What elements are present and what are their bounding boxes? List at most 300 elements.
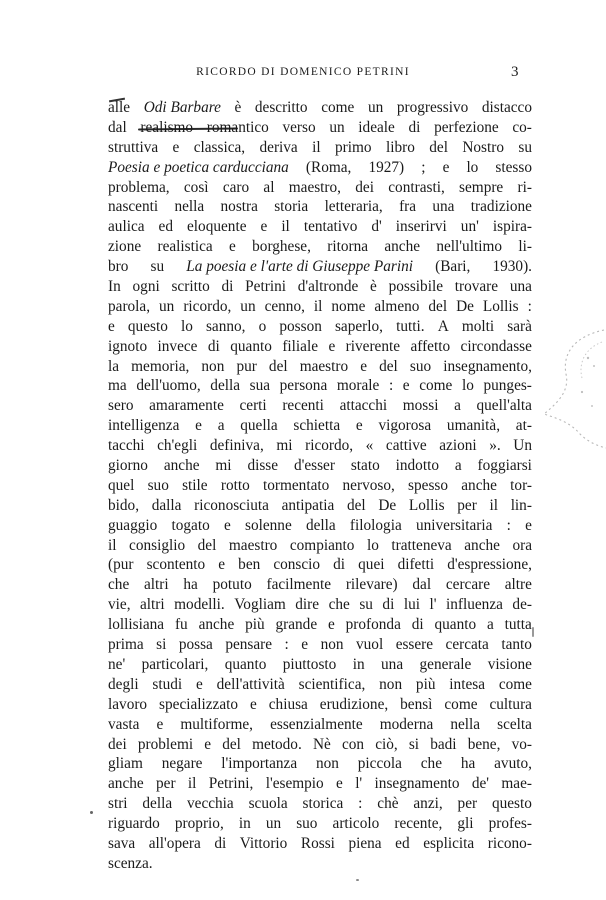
word: negare <box>161 755 203 773</box>
word: proprio, <box>174 815 224 833</box>
word: indotto <box>395 457 439 475</box>
word: universitaria <box>415 516 493 534</box>
word: memoria, <box>131 357 190 375</box>
word: e <box>250 695 257 713</box>
word: nella <box>174 198 205 216</box>
word: Lollis <box>408 496 445 514</box>
word: anche <box>198 616 235 634</box>
word: alle <box>108 99 131 116</box>
word: in <box>238 815 251 833</box>
text-line <box>108 436 532 456</box>
word: conscio <box>273 556 321 574</box>
word: anche <box>108 775 144 793</box>
word: fu <box>174 616 188 634</box>
word: dal <box>412 576 432 594</box>
word: punges- <box>483 377 532 395</box>
text-line <box>108 854 532 874</box>
word: dal <box>108 118 127 136</box>
word: giorno <box>108 457 148 475</box>
word: realistica <box>157 238 213 256</box>
word: ma <box>108 377 127 395</box>
word: lollisiana <box>108 616 165 634</box>
text-line <box>108 635 532 655</box>
word: rilevare) <box>345 576 398 594</box>
word: suo <box>409 357 432 375</box>
word: su <box>150 258 165 276</box>
word: insegnamento, <box>443 357 532 375</box>
word: una <box>381 655 404 673</box>
word: riconosciuta <box>194 496 269 514</box>
word: nome <box>331 297 366 315</box>
word: e <box>260 218 268 236</box>
word: scritto <box>171 278 210 296</box>
word: ri- <box>517 178 532 196</box>
word: si <box>156 636 167 654</box>
word: vie, <box>108 596 131 614</box>
word: e <box>204 735 212 753</box>
word: li- <box>518 238 532 256</box>
text-line <box>108 376 532 396</box>
word: chiusa <box>268 695 308 713</box>
word: 1930). <box>492 258 532 276</box>
word: ispira- <box>492 218 532 236</box>
word: definiva, <box>209 437 264 455</box>
word: mi <box>215 457 232 475</box>
word: essenzialmente <box>270 715 363 733</box>
word: romantico <box>206 118 269 136</box>
word: caro <box>222 178 250 196</box>
word: zione <box>108 238 142 256</box>
word: Nostro <box>462 138 504 156</box>
word: l'importanza <box>221 755 298 773</box>
word: lo <box>466 158 479 176</box>
word: di <box>207 337 220 355</box>
word: chè <box>377 795 399 813</box>
word: un <box>265 815 282 833</box>
word: non <box>320 636 344 654</box>
word: in <box>352 655 365 673</box>
word: (pur <box>108 556 134 574</box>
word: un <box>240 297 256 315</box>
word: l'esempio <box>265 775 324 793</box>
word: ricordo, <box>183 297 232 315</box>
word: umanità, <box>446 417 501 435</box>
word: contrasti, <box>388 178 445 196</box>
word: ne' <box>108 655 126 673</box>
word: scenza. <box>108 854 153 872</box>
word: il <box>313 297 323 315</box>
word: ritorna <box>327 238 369 256</box>
word: La poesia e l'arte di Giuseppe Parini <box>186 258 413 276</box>
word: cercata <box>445 636 489 654</box>
word: metodo. <box>252 735 302 753</box>
word: influenza <box>446 596 503 614</box>
word: Nè <box>312 735 331 753</box>
word: di <box>333 556 346 574</box>
word: perfezione <box>434 118 499 136</box>
word: distacco <box>481 99 532 116</box>
word: specializzato <box>159 695 239 713</box>
word: l' <box>355 775 363 793</box>
word: possa <box>178 636 213 654</box>
word: studi <box>152 675 183 693</box>
word: struttiva <box>108 138 159 156</box>
word: disse <box>247 457 279 475</box>
word: e <box>195 417 202 435</box>
word: sero <box>108 397 134 415</box>
word: che <box>328 596 350 614</box>
word: inserirvi <box>395 218 447 236</box>
word: del <box>428 297 448 315</box>
word: possibile <box>388 278 443 296</box>
text-line <box>108 416 532 436</box>
word: ricono- <box>487 834 532 852</box>
page-header <box>0 64 606 86</box>
word: lo <box>366 536 379 554</box>
word: anche <box>384 238 421 256</box>
word: riverente <box>345 337 401 355</box>
word: bro <box>108 258 129 276</box>
word: piccola <box>357 755 402 773</box>
text-line <box>108 297 532 317</box>
word: eloquente <box>187 218 247 236</box>
text-line <box>108 595 532 615</box>
word: cenno, <box>264 297 305 315</box>
word: e <box>355 417 363 435</box>
word: almeno <box>374 297 420 315</box>
word: Vogliam <box>234 596 286 614</box>
word: mi <box>276 437 293 455</box>
word: prima <box>108 636 144 654</box>
word: stri <box>108 795 128 813</box>
word: questo <box>127 317 168 335</box>
word: azioni <box>439 437 477 455</box>
word: e <box>402 377 410 395</box>
word: fra <box>399 198 417 216</box>
word: Lollis <box>482 297 519 315</box>
word: dei <box>355 178 374 196</box>
word: piena <box>348 834 382 852</box>
page-number: 3 <box>511 64 519 80</box>
word: ». <box>489 437 501 455</box>
text-line <box>108 516 532 536</box>
word: ha <box>183 576 198 594</box>
word: trovare <box>454 278 499 296</box>
word: nell'ultimo <box>436 238 502 256</box>
word: de- <box>512 596 532 614</box>
word: del <box>429 138 448 156</box>
word: particolari, <box>141 655 209 673</box>
text-line <box>108 197 532 217</box>
text-line <box>108 754 532 774</box>
word: letteraria, <box>324 198 383 216</box>
word: anche <box>461 476 497 494</box>
word: deriva <box>259 138 298 156</box>
text-line <box>108 735 532 755</box>
word: bido, <box>108 496 140 514</box>
word: non <box>379 675 403 693</box>
word: di <box>411 616 424 634</box>
text-line <box>108 98 532 118</box>
word: all'opera <box>148 834 201 852</box>
word: piuttosto <box>282 655 337 673</box>
text-line <box>108 178 532 198</box>
word: 1927) <box>368 158 405 176</box>
word: consiglio <box>129 536 186 554</box>
word: su <box>359 596 373 614</box>
word: badi <box>430 735 457 753</box>
word: vo- <box>511 735 532 753</box>
word: che <box>420 755 442 773</box>
word: sanno, <box>205 317 246 335</box>
text-line <box>108 138 532 158</box>
word: il <box>187 775 197 793</box>
word: persona <box>279 377 328 395</box>
word: scelta <box>497 715 532 733</box>
word: quanto <box>224 655 267 673</box>
text-line <box>108 555 532 575</box>
word: sempre <box>459 178 504 196</box>
word: con <box>341 735 365 753</box>
text-line <box>108 158 532 178</box>
word: affetto <box>410 337 451 355</box>
word: e <box>360 357 368 375</box>
word: nostra <box>220 198 258 216</box>
word: e <box>336 775 343 793</box>
word: più <box>415 675 436 693</box>
word: ; <box>421 158 426 176</box>
text-line <box>108 834 532 854</box>
word: a <box>454 397 461 415</box>
word: si <box>408 735 420 753</box>
word: modelli. <box>174 596 225 614</box>
word: maestro, <box>288 178 341 196</box>
text-line <box>108 715 532 735</box>
word: compianto <box>289 536 355 554</box>
text-line <box>108 237 532 257</box>
word: quei <box>358 556 385 574</box>
word: mae- <box>501 775 532 793</box>
word: come <box>498 675 532 693</box>
word: Poesia e poetica carducciana <box>108 158 289 176</box>
word: amaramente <box>149 397 224 415</box>
text-line <box>108 257 532 277</box>
word: scontento <box>146 556 206 574</box>
word: borghese, <box>252 238 311 256</box>
word: dalla <box>151 496 182 514</box>
word: Petrini <box>245 278 286 296</box>
word: classica, <box>193 138 246 156</box>
word: una <box>509 278 532 296</box>
word: il <box>312 138 321 156</box>
word: come <box>321 99 355 116</box>
word: invece <box>157 337 198 355</box>
word: e <box>442 158 450 176</box>
word: Un <box>513 437 532 455</box>
word: Rossi <box>300 834 335 852</box>
word: anche <box>464 536 500 554</box>
word: storia <box>274 198 309 216</box>
word: tacchi <box>108 437 145 455</box>
word: del <box>222 735 241 753</box>
text-line <box>108 476 532 496</box>
text-line <box>108 615 532 635</box>
word: e <box>327 616 335 634</box>
word: at- <box>515 417 532 435</box>
word: degli <box>108 675 139 693</box>
word: gliam <box>108 755 143 773</box>
paper-speck <box>532 627 534 637</box>
word: esplicita <box>423 834 475 852</box>
text-line <box>108 357 532 377</box>
word: scuola <box>248 795 288 813</box>
word: di <box>214 834 227 852</box>
word: e <box>156 715 164 733</box>
word: problemi <box>137 735 194 753</box>
word: stile <box>182 476 208 494</box>
word: tutta <box>504 616 532 634</box>
word: aulica <box>108 218 145 236</box>
word: nervoso, <box>342 476 395 494</box>
word: de' <box>471 775 490 793</box>
word: quel <box>108 476 135 494</box>
text-line <box>108 536 532 556</box>
word: grande <box>275 616 318 634</box>
word: maestro <box>299 357 349 375</box>
word: : <box>358 795 363 813</box>
word: recente, <box>394 815 443 833</box>
word: per <box>457 496 477 514</box>
word: è <box>234 99 242 116</box>
word: parola, <box>108 297 151 315</box>
word: attacchi <box>339 397 388 415</box>
word: : <box>388 377 394 395</box>
word: articolo <box>332 815 380 833</box>
word: quell'alta <box>476 397 532 415</box>
word: Petrini, <box>208 775 254 793</box>
word: che <box>108 576 130 594</box>
word: generale <box>419 655 472 673</box>
word: intesa <box>449 675 485 693</box>
word: d'altronde <box>297 278 359 296</box>
word: gli <box>457 815 474 833</box>
body-text <box>108 98 532 874</box>
word: solenne <box>245 516 292 534</box>
word: ciò, <box>375 735 398 753</box>
word: Vittorio <box>239 834 288 852</box>
word: ideale <box>358 118 395 136</box>
word: non <box>315 755 339 773</box>
word: lin- <box>510 496 532 514</box>
word: un <box>329 118 345 136</box>
word: progressivo <box>396 99 469 116</box>
word: più <box>245 616 265 634</box>
word: lavoro <box>108 695 148 713</box>
word: nella <box>450 715 481 733</box>
word: dell'attività <box>216 675 285 693</box>
word: suo <box>147 476 169 494</box>
word: d'esser <box>293 457 335 475</box>
word: lui <box>403 596 420 614</box>
word: di <box>382 596 395 614</box>
paper-speck <box>90 811 93 814</box>
word: tor- <box>510 476 532 494</box>
word: (Bari, <box>435 258 471 276</box>
word: come <box>419 377 453 395</box>
word: spesso <box>408 476 448 494</box>
word: vigorosa <box>378 417 432 435</box>
word: Odi Barbare <box>143 99 221 116</box>
word: questo <box>491 795 532 813</box>
word: intelligenza <box>108 417 180 435</box>
text-line <box>108 317 532 337</box>
word: cattive <box>385 437 427 455</box>
word: e <box>218 556 226 574</box>
word: profonda <box>345 616 401 634</box>
word: ogni <box>132 278 160 296</box>
word: dei <box>108 735 127 753</box>
word: stesso <box>495 158 532 176</box>
word: ricordo, <box>305 437 354 455</box>
text-line <box>108 655 532 675</box>
word: e <box>108 317 115 335</box>
word: tanto <box>501 636 532 654</box>
running-head: RICORDO DI DOMENICO PETRINI <box>196 66 410 78</box>
word: del <box>346 496 366 514</box>
word: della <box>210 377 241 395</box>
word: della <box>142 795 173 813</box>
word: su <box>518 138 532 156</box>
word: e <box>328 337 336 355</box>
word: ed <box>395 834 410 852</box>
word: bensì <box>400 695 433 713</box>
text-line <box>108 695 532 715</box>
word: come <box>444 695 478 713</box>
word: co- <box>512 118 532 136</box>
word: un <box>159 297 175 315</box>
word: l' <box>429 596 437 614</box>
word: e <box>525 516 532 534</box>
word: : <box>284 636 289 654</box>
word: tormentato <box>263 476 330 494</box>
word: di <box>408 118 421 136</box>
word: ignoto <box>108 337 148 355</box>
word: primo <box>335 138 372 156</box>
word: il <box>281 218 290 236</box>
word: quanto <box>230 337 272 355</box>
word: In <box>108 278 121 296</box>
word: : <box>527 297 532 315</box>
word: sarà <box>507 317 532 335</box>
word: sava <box>108 834 136 852</box>
word: altre <box>504 576 532 594</box>
word: così <box>183 178 209 196</box>
word: circondasse <box>460 337 532 355</box>
word: potuto <box>212 576 252 594</box>
word: facilmente <box>266 576 332 594</box>
text-line <box>108 774 532 794</box>
word: rotto <box>220 476 250 494</box>
word: dire <box>295 596 320 614</box>
word: libro <box>385 138 415 156</box>
word: « <box>365 437 374 455</box>
word: è <box>370 278 377 296</box>
word: del <box>197 536 217 554</box>
word: dell'uomo, <box>136 377 201 395</box>
word: saperlo, <box>334 317 383 335</box>
word: guaggio <box>108 516 158 534</box>
text-line <box>108 217 532 237</box>
